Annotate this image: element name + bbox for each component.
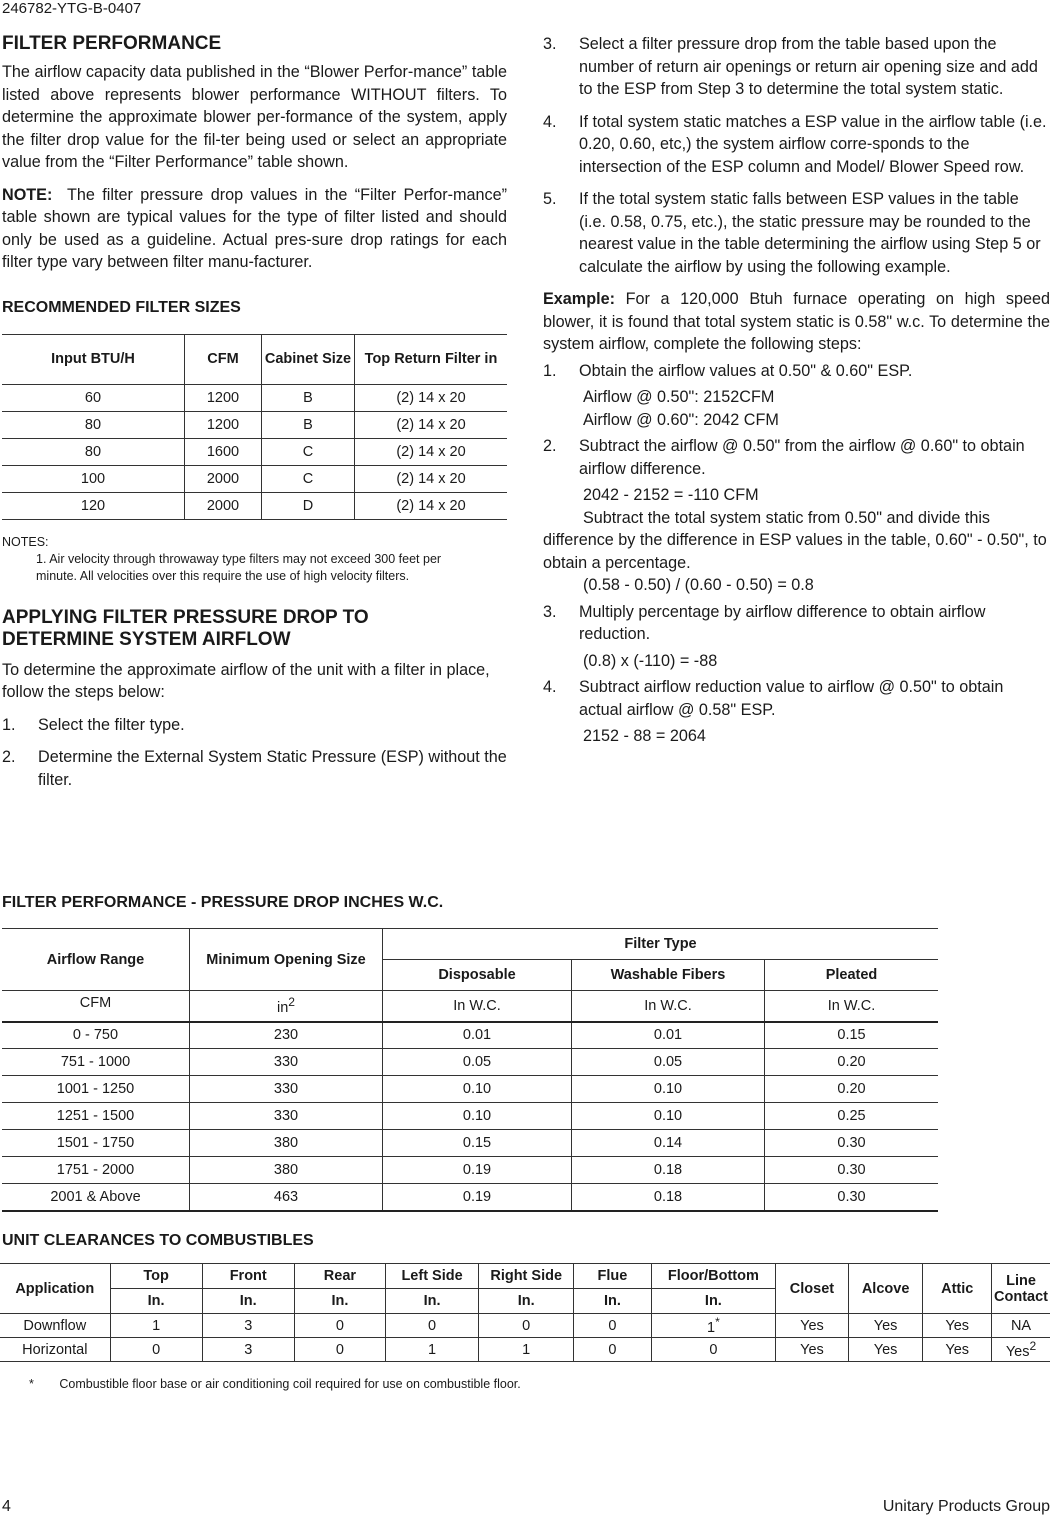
cl-value: 0 xyxy=(110,1338,202,1362)
pd-cell: 1001 - 1250 xyxy=(2,1076,190,1103)
cl-unit: In. xyxy=(479,1289,574,1314)
recommended-row xyxy=(2,438,507,465)
step-number: 3. xyxy=(543,35,557,53)
pd-cell: 0.20 xyxy=(765,1049,939,1076)
document-code: 246782-YTG-B-0407 xyxy=(2,0,142,17)
header-cfm: CFM xyxy=(185,334,262,384)
calc-2: (0.58 - 0.50) / (0.60 - 0.50) = 0.8 xyxy=(583,576,814,594)
cl-header-line-contact: Line Contact xyxy=(992,1264,1050,1314)
example-paragraph xyxy=(543,288,1050,356)
header-cabinet: Cabinet Size xyxy=(262,334,355,384)
pd-cell: 0.15 xyxy=(765,1022,939,1049)
cl-unit: In. xyxy=(386,1289,479,1314)
pd-row xyxy=(2,1049,938,1076)
pd-cell: 330 xyxy=(190,1049,383,1076)
clearances-table xyxy=(0,1263,1050,1362)
example-label: Example: xyxy=(543,290,615,308)
pd-unit-in2 xyxy=(190,991,383,1022)
example-step-1 xyxy=(543,360,1050,383)
subtract-instruction-first: Subtract the total system static from 0.50" and divide this xyxy=(583,508,991,527)
company-name: Unitary Products Group xyxy=(882,1498,1050,1515)
recommended-cell: (2) 14 x 20 xyxy=(355,492,508,519)
example-step-4 xyxy=(543,676,1050,721)
cl-line-contact xyxy=(992,1314,1050,1338)
pd-cell: 330 xyxy=(190,1103,383,1130)
pd-row xyxy=(2,1103,938,1130)
pd-cell: 0.01 xyxy=(383,1022,572,1049)
pd-row xyxy=(2,1184,938,1211)
pd-unit-wc-2: In W.C. xyxy=(572,991,765,1022)
cl-alcove: Yes xyxy=(848,1338,923,1362)
page-number: 4 xyxy=(2,1498,11,1515)
example-step-3 xyxy=(543,601,1050,646)
step-number: 1. xyxy=(2,715,16,734)
example-steps-3 xyxy=(543,601,1050,646)
note-label: NOTE: xyxy=(2,185,53,204)
cl-header-right-side: Right Side xyxy=(479,1264,574,1289)
recommended-cell: 2000 xyxy=(185,465,262,492)
step-number: 4. xyxy=(543,112,557,131)
step-text: Subtract airflow reduction value to airflow @ 0.50" to obtain actual airflow @ 0.58" ESP. xyxy=(579,678,1004,719)
cl-value: 1 xyxy=(386,1338,479,1362)
cl-floor-value: 1 xyxy=(706,1319,716,1336)
cl-value: 3 xyxy=(202,1338,294,1362)
step-number: 5. xyxy=(543,190,557,208)
cl-value: 0 xyxy=(574,1338,651,1362)
cl-header-left-side: Left Side xyxy=(386,1264,479,1289)
recommended-table xyxy=(2,334,507,520)
recommended-cell: 1200 xyxy=(185,411,262,438)
pd-cell: 0.30 xyxy=(765,1157,939,1184)
calc-1: 2042 - 2152 = -110 CFM xyxy=(583,486,759,504)
cl-unit: In. xyxy=(202,1289,294,1314)
cl-alcove: Yes xyxy=(848,1314,923,1338)
cl-unit: In. xyxy=(110,1289,202,1314)
pd-cell: 463 xyxy=(190,1184,383,1211)
pd-row xyxy=(2,1022,938,1049)
pd-cell: 0.18 xyxy=(572,1157,765,1184)
clearances-footnote xyxy=(29,1376,521,1393)
step-number: 3. xyxy=(543,602,557,621)
pd-cell: 0.30 xyxy=(765,1130,939,1157)
cl-header-closet: Closet xyxy=(776,1264,849,1314)
pd-cell: 0.15 xyxy=(383,1130,572,1157)
cl-header-front: Front xyxy=(202,1264,294,1289)
pd-cell: 751 - 1000 xyxy=(2,1049,190,1076)
pd-cell: 0.10 xyxy=(572,1076,765,1103)
pressure-drop-table xyxy=(2,928,938,1212)
pd-cell: 0.14 xyxy=(572,1130,765,1157)
pd-header-disposable: Disposable xyxy=(383,960,572,991)
step-number: 2. xyxy=(2,748,16,766)
subtract-instruction-rest: difference by the difference in ESP values in the table, 0.60" - 0.50", to obtain a percentage. xyxy=(543,531,1047,572)
recommended-row xyxy=(2,411,507,438)
cl-line-sup: 2 xyxy=(1029,1339,1037,1354)
recommended-cell: 120 xyxy=(2,492,185,519)
cl-line-value: NA xyxy=(1010,1317,1032,1334)
recommended-cell: 2000 xyxy=(185,492,262,519)
pd-unit-sup: 2 xyxy=(288,995,295,1010)
pd-unit-cfm: CFM xyxy=(2,991,190,1022)
pd-header-washable: Washable Fibers xyxy=(572,960,765,991)
step-text: Multiply percentage by airflow difference to obtain airflow reduction. xyxy=(579,602,986,643)
recommended-cell: 60 xyxy=(2,384,185,411)
pd-cell: 1501 - 1750 xyxy=(2,1130,190,1157)
pd-unit-in: in xyxy=(276,1000,289,1017)
cl-header-floor-bottom: Floor/Bottom xyxy=(651,1264,776,1289)
applying-title-line1: APPLYING FILTER PRESSURE DROP TO xyxy=(2,606,369,628)
recommended-cell: (2) 14 x 20 xyxy=(355,438,508,465)
recommended-cell: (2) 14 x 20 xyxy=(355,384,508,411)
cl-attic: Yes xyxy=(923,1338,992,1362)
recommended-notes xyxy=(2,534,507,585)
cl-header-alcove: Alcove xyxy=(848,1264,923,1314)
recommended-cell: C xyxy=(262,465,355,492)
pd-row xyxy=(2,1157,938,1184)
applying-steps-left xyxy=(2,714,507,792)
cl-value: 1 xyxy=(479,1338,574,1362)
recommended-cell: C xyxy=(262,438,355,465)
cl-header-rear: Rear xyxy=(294,1264,385,1289)
recommended-title: RECOMMENDED FILTER SIZES xyxy=(2,298,241,316)
header-input: Input BTU/H xyxy=(2,334,185,384)
step-text: If total system static matches a ESP value in the airflow table (i.e. 0.20, 0.60, etc,) the system airflow corre-sponds to the intersection of the ESP column and Model/ Blower Speed row. xyxy=(579,112,1047,176)
cl-row xyxy=(0,1338,1050,1362)
cl-application: Horizontal xyxy=(0,1338,110,1362)
recommended-cell: (2) 14 x 20 xyxy=(355,465,508,492)
pd-cell: 0 - 750 xyxy=(2,1022,190,1049)
pd-unit-wc-3: In W.C. xyxy=(765,991,939,1022)
recommended-row xyxy=(2,492,507,519)
header-filter: Top Return Filter in xyxy=(355,334,508,384)
cl-value: 1 xyxy=(110,1314,202,1338)
recommended-header-row xyxy=(2,334,507,384)
note-1: 1. Air velocity through throwaway type filters may not exceed 300 feet per minute. All velocities over this require the use of high velocity filters. xyxy=(36,551,442,583)
cl-header-attic: Attic xyxy=(923,1264,992,1314)
notes-label: NOTES: xyxy=(2,534,49,549)
recommended-cell: 80 xyxy=(2,438,185,465)
clearances-title: UNIT CLEARANCES TO COMBUSTIBLES xyxy=(2,1232,314,1249)
example-steps xyxy=(543,360,1050,383)
pd-cell: 0.10 xyxy=(383,1076,572,1103)
example-steps-4 xyxy=(543,676,1050,721)
footnote-text: Combustible floor base or air conditioning coil required for use on combustible floor. xyxy=(59,1377,521,1391)
pd-cell: 0.19 xyxy=(383,1184,572,1211)
recommended-cell: (2) 14 x 20 xyxy=(355,411,508,438)
step-text: Obtain the airflow values at 0.50" & 0.60" ESP. xyxy=(579,361,913,380)
cl-line-contact xyxy=(992,1338,1050,1362)
pd-header-min-opening: Minimum Opening Size xyxy=(190,929,383,991)
step-3 xyxy=(543,33,1050,101)
cl-floor-value: 0 xyxy=(709,1341,718,1358)
step-2 xyxy=(2,746,507,791)
pd-cell: 0.05 xyxy=(383,1049,572,1076)
filter-performance-title: FILTER PERFORMANCE xyxy=(2,33,222,54)
pd-cell: 0.30 xyxy=(765,1184,939,1211)
filter-performance-body: The airflow capacity data published in the “Blower Perfor-mance” table listed above represents blower performance WITHOUT filters. To determine the approximate blower per-formance of the system, apply the filter drop value for the fil-ter being used or select an appropriate value from the “Filter Performance” table shown. xyxy=(2,63,507,171)
recommended-cell: 80 xyxy=(2,411,185,438)
step-5 xyxy=(543,188,1050,278)
step-number: 1. xyxy=(543,361,557,380)
cl-unit: In. xyxy=(294,1289,385,1314)
recommended-row xyxy=(2,384,507,411)
recommended-cell: B xyxy=(262,384,355,411)
cl-floor-bottom xyxy=(651,1314,776,1338)
example-step-2 xyxy=(543,435,1050,480)
pd-unit-wc-1: In W.C. xyxy=(383,991,572,1022)
calc-4: 2152 - 88 = 2064 xyxy=(583,727,706,745)
pd-cell: 0.01 xyxy=(572,1022,765,1049)
cl-header-application: Application xyxy=(0,1264,110,1314)
pd-cell: 2001 & Above xyxy=(2,1184,190,1211)
step-text: Select the filter type. xyxy=(38,715,185,734)
recommended-cell: 1600 xyxy=(185,438,262,465)
step-4 xyxy=(543,111,1050,179)
pd-cell: 0.20 xyxy=(765,1076,939,1103)
cl-value: 3 xyxy=(202,1314,294,1338)
cl-value: 0 xyxy=(294,1314,385,1338)
calc-3: (0.8) x (-110) = -88 xyxy=(583,651,718,670)
cl-unit: In. xyxy=(574,1289,651,1314)
applying-intro: To determine the approximate airflow of the unit with a filter in place, follow the steps below: xyxy=(2,660,490,701)
step-text: Subtract the airflow @ 0.50" from the airflow @ 0.60" to obtain airflow difference. xyxy=(579,437,1025,478)
cl-floor-sup: * xyxy=(715,1315,720,1330)
cl-header-flue: Flue xyxy=(574,1264,651,1289)
cl-header-top: Top xyxy=(110,1264,202,1289)
pd-cell: 0.10 xyxy=(572,1103,765,1130)
left-column xyxy=(2,33,507,791)
recommended-cell: 100 xyxy=(2,465,185,492)
applying-title-line2: DETERMINE SYSTEM AIRFLOW xyxy=(2,628,291,650)
cl-header-row-1 xyxy=(0,1264,1050,1289)
pd-cell: 0.10 xyxy=(383,1103,572,1130)
recommended-cell: 1200 xyxy=(185,384,262,411)
cl-value: 0 xyxy=(574,1314,651,1338)
cl-floor-bottom xyxy=(651,1338,776,1362)
recommended-row xyxy=(2,465,507,492)
pd-cell: 1751 - 2000 xyxy=(2,1157,190,1184)
pd-units-row xyxy=(2,991,938,1022)
cl-closet: Yes xyxy=(776,1338,849,1362)
pressure-drop-title: FILTER PERFORMANCE - PRESSURE DROP INCHES W.C. xyxy=(2,894,444,911)
pd-row xyxy=(2,1130,938,1157)
recommended-cell: D xyxy=(262,492,355,519)
pd-header-row-1 xyxy=(2,929,938,960)
pd-cell: 330 xyxy=(190,1076,383,1103)
cl-value: 0 xyxy=(294,1338,385,1362)
pd-header-airflow: Airflow Range xyxy=(2,929,190,991)
right-column xyxy=(543,33,1050,748)
filter-performance-note xyxy=(2,184,507,274)
pd-cell: 0.05 xyxy=(572,1049,765,1076)
applying-steps-right xyxy=(543,33,1050,278)
pd-cell: 0.25 xyxy=(765,1103,939,1130)
airflow-value-1: Airflow @ 0.50": 2152CFM xyxy=(583,388,775,406)
cl-attic: Yes xyxy=(923,1314,992,1338)
step-text: If the total system static falls between ESP values in the table (i.e. 0.58, 0.75, etc.), the static pressure may be rounded to the nearest value in the table determining the airflow using Step 5 or calculate the airflow by using the following example. xyxy=(579,190,1041,276)
footnote-mark: * xyxy=(29,1377,34,1391)
pd-cell: 0.18 xyxy=(572,1184,765,1211)
pd-cell: 0.19 xyxy=(383,1157,572,1184)
cl-application: Downflow xyxy=(0,1314,110,1338)
example-steps-2 xyxy=(543,435,1050,480)
cl-closet: Yes xyxy=(776,1314,849,1338)
pd-cell: 380 xyxy=(190,1157,383,1184)
pd-header-pleated: Pleated xyxy=(765,960,939,991)
step-number: 4. xyxy=(543,678,557,696)
cl-unit: In. xyxy=(651,1289,776,1314)
pd-cell: 380 xyxy=(190,1130,383,1157)
cl-line-value: Yes xyxy=(1005,1343,1030,1360)
note-text: The filter pressure drop values in the “Filter Perfor-mance” table shown are typical values for the type of filter listed and should only be used as a guideline. Actual pres-sure drop ratings for each filter type vary between filter manu-facturer. xyxy=(2,185,508,271)
step-1 xyxy=(2,714,507,737)
airflow-values xyxy=(543,386,1050,431)
airflow-value-2: Airflow @ 0.60": 2042 CFM xyxy=(583,410,779,429)
step-number: 2. xyxy=(543,437,557,455)
pd-row xyxy=(2,1076,938,1103)
pd-cell: 230 xyxy=(190,1022,383,1049)
cl-value: 0 xyxy=(479,1314,574,1338)
example-text: For a 120,000 Btuh furnace operating on high speed blower, it is found that total system static is 0.58" w.c. To determine the system airflow, complete the following steps: xyxy=(543,290,1050,353)
step-text: Select a filter pressure drop from the table based upon the number of return air openings or return air opening size and add to the ESP from Step 3 to determine the total system static. xyxy=(579,35,1038,98)
recommended-cell: B xyxy=(262,411,355,438)
pd-header-filter-type: Filter Type xyxy=(383,929,939,960)
pd-cell: 1251 - 1500 xyxy=(2,1103,190,1130)
cl-value: 0 xyxy=(386,1314,479,1338)
applying-title xyxy=(2,607,507,651)
step-text: Determine the External System Static Pressure (ESP) without the filter. xyxy=(38,748,507,789)
cl-row xyxy=(0,1314,1050,1338)
